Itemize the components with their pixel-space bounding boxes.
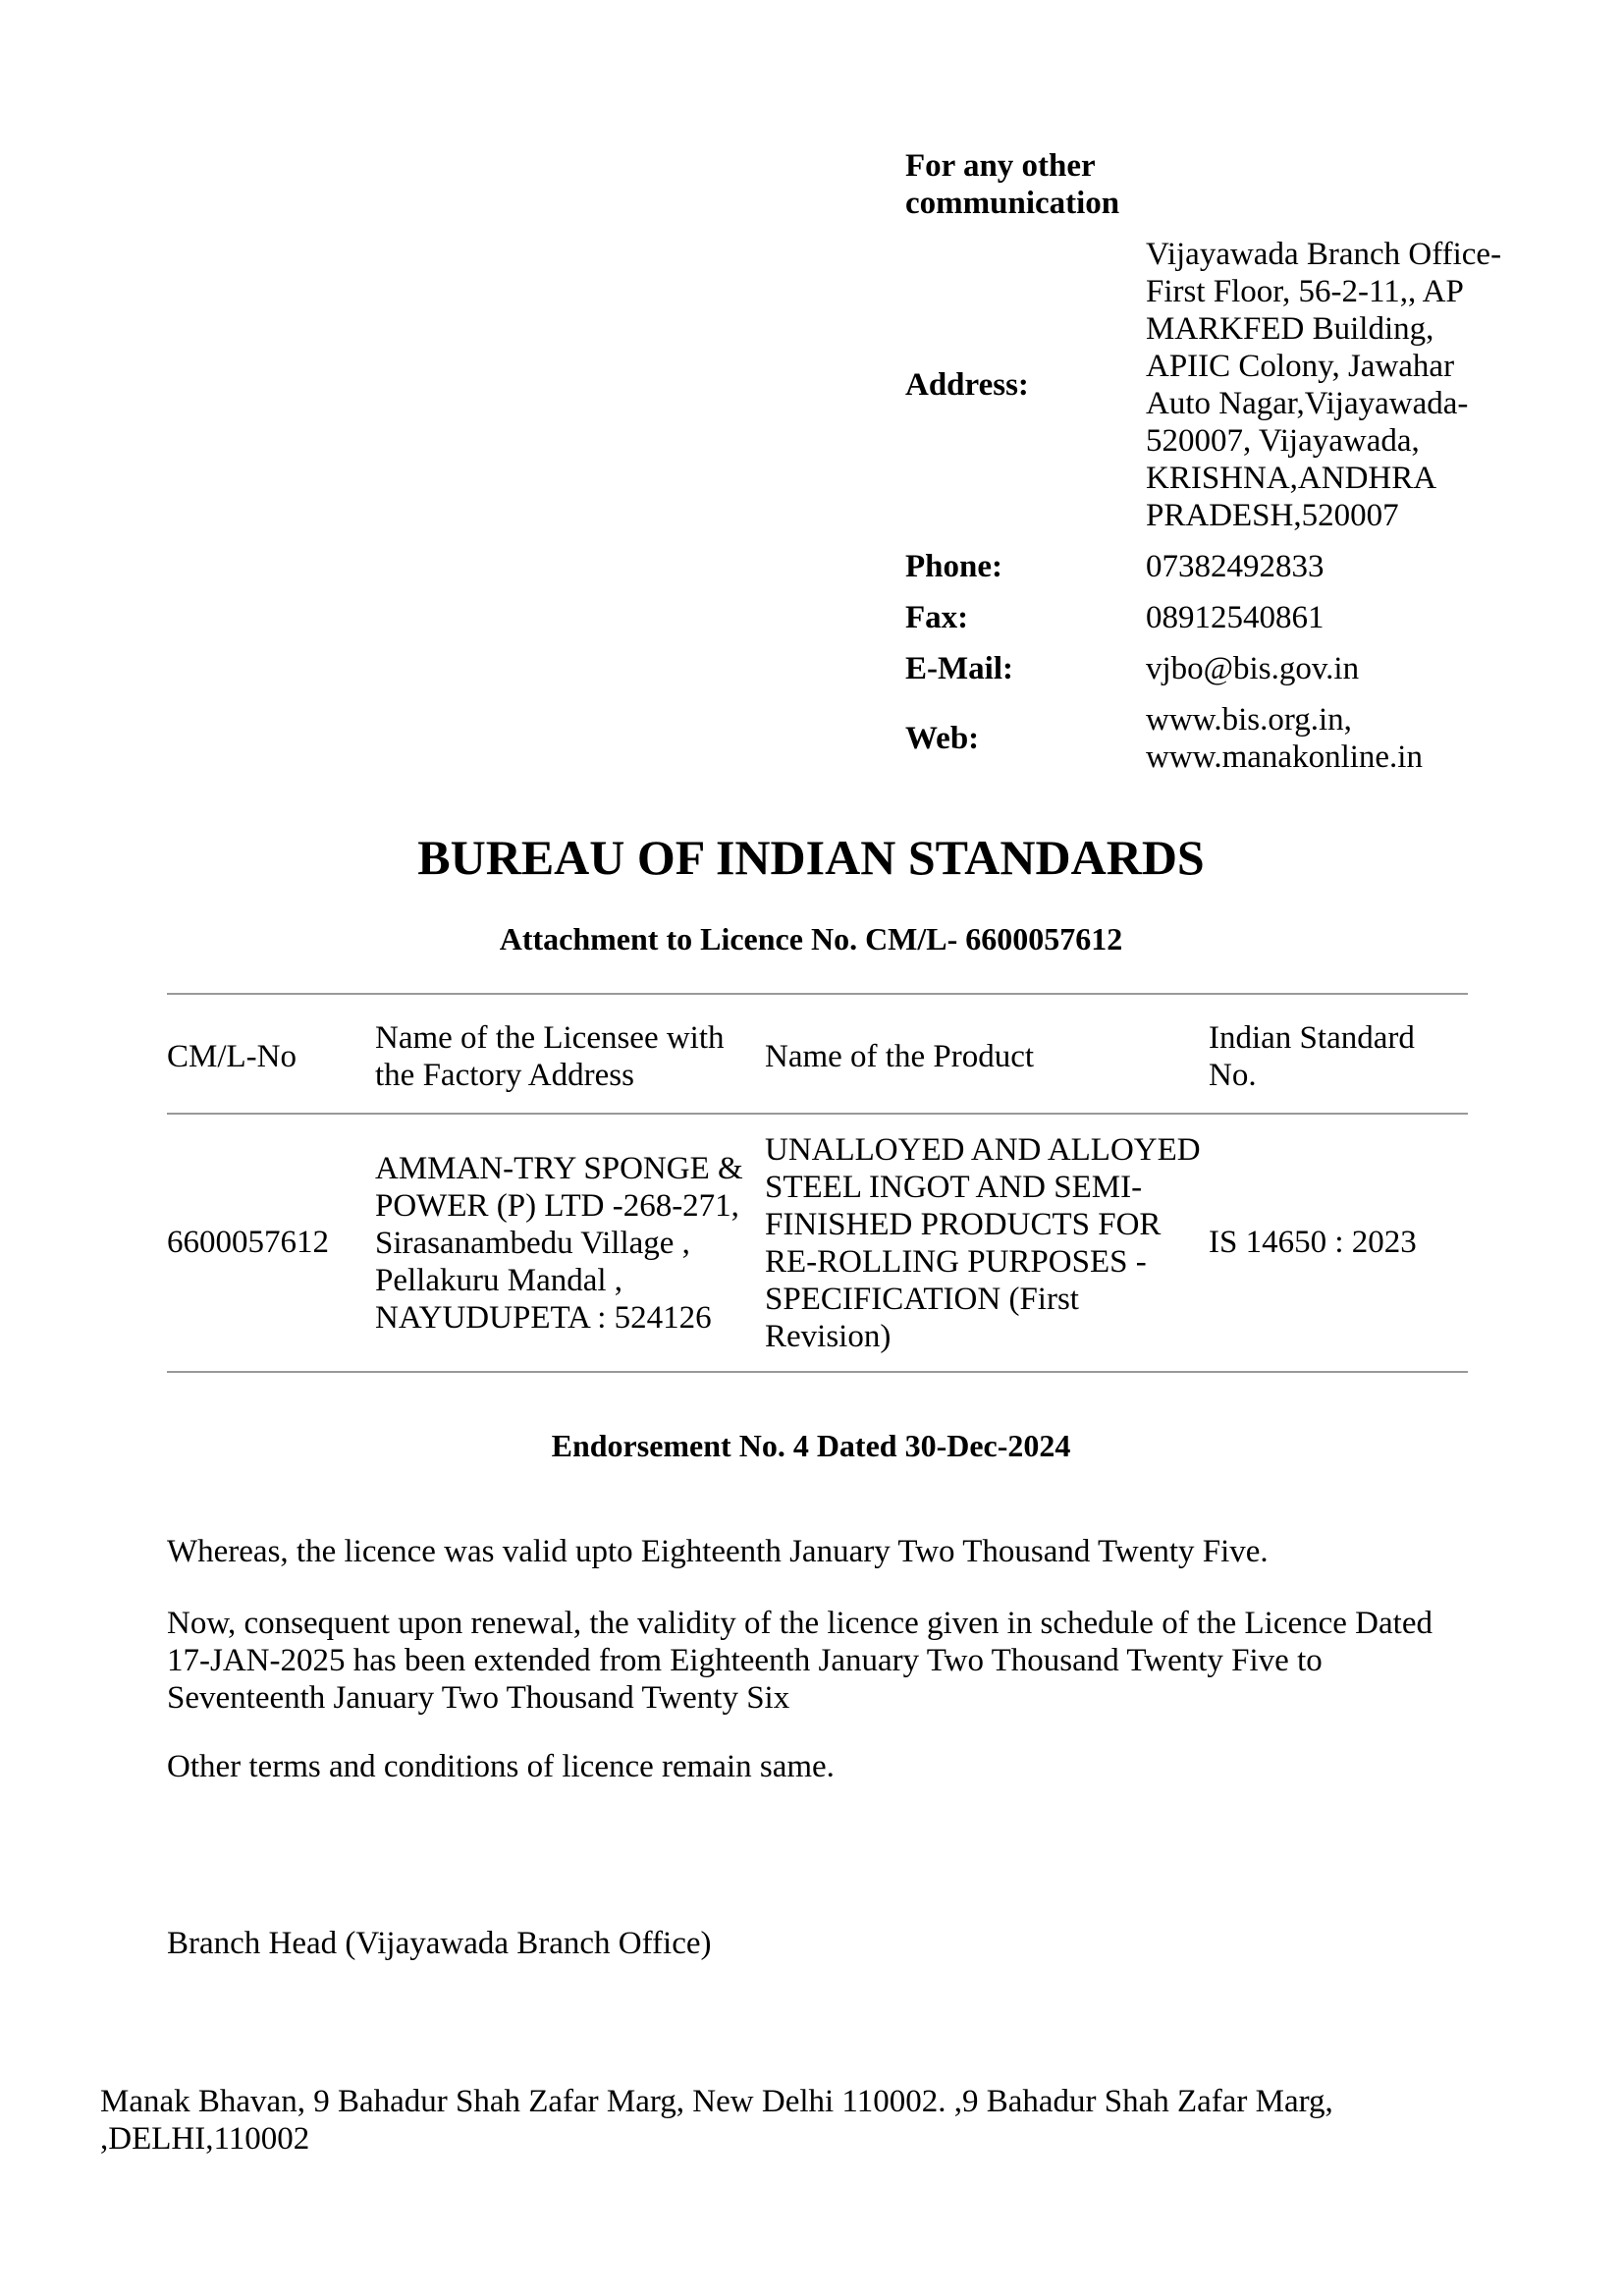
- paragraph-terms: Other terms and conditions of licence remain same.: [167, 1749, 835, 1784]
- phone-row: [905, 548, 1534, 585]
- phone-value: 07382492833: [1146, 549, 1325, 584]
- phone-label: Phone:: [905, 549, 1002, 584]
- paragraph-validity: Whereas, the licence was valid upto Eighteenth January Two Thousand Twenty Five.: [167, 1534, 1269, 1569]
- fax-value: 08912540861: [1146, 600, 1325, 635]
- table-top-rule: [167, 993, 1468, 995]
- cell-product: UNALLOYED AND ALLOYED STEEL INGOT AND SEMI-FINISHED PRODUCTS FOR RE-ROLLING PURPOSES - SPECIFICATION (First Revision): [765, 1132, 1201, 1354]
- address-label: Address:: [905, 367, 1029, 403]
- table-header-rule: [167, 1113, 1468, 1115]
- header-licensee: Name of the Licensee with the Factory Address: [375, 1020, 725, 1093]
- fax-label: Fax:: [905, 600, 969, 635]
- address-row: [905, 236, 1534, 534]
- header-product: Name of the Product: [765, 1039, 1035, 1074]
- web-label: Web:: [905, 721, 980, 756]
- cell-licensee: AMMAN-TRY SPONGE & POWER (P) LTD -268-271, Sirasanambedu Village , Pellakuru Mandal , NAYUDUPETA : 524126: [375, 1151, 743, 1336]
- page-title: BUREAU OF INDIAN STANDARDS: [417, 830, 1205, 885]
- footer-address: Manak Bhavan, 9 Bahadur Shah Zafar Marg, New Delhi 110002. ,9 Bahadur Shah Zafar Marg, ,DELHI,110002: [100, 2084, 1333, 2157]
- paragraph-renewal: Now, consequent upon renewal, the validity of the licence given in schedule of the Licence Dated 17-JAN-2025 has been extended from Eighteenth January Two Thousand Twenty Five to Seventeenth January Two Thousand Twenty Six: [167, 1606, 1433, 1716]
- contact-block: [905, 147, 1534, 776]
- web-row: [905, 701, 1534, 776]
- fax-row: [905, 599, 1534, 636]
- cell-cml-no: 6600057612: [167, 1225, 329, 1260]
- table-bottom-rule: [167, 1371, 1468, 1373]
- address-value: Vijayawada Branch Office-First Floor, 56-2-11,, AP MARKFED Building, APIIC Colony, Jawahar Auto Nagar,Vijayawada-520007, Vijayawada, KRISHNA,ANDHRA PRADESH,520007: [1146, 237, 1502, 533]
- web-value[interactable]: www.bis.org.in, www.manakonline.in: [1146, 702, 1423, 775]
- contact-heading: For any other communication: [905, 148, 1120, 221]
- endorsement-heading: Endorsement No. 4 Dated 30-Dec-2024: [551, 1428, 1071, 1463]
- signature-line: Branch Head (Vijayawada Branch Office): [167, 1926, 712, 1961]
- email-label: E-Mail:: [905, 651, 1013, 686]
- cell-standard-no: IS 14650 : 2023: [1209, 1225, 1417, 1260]
- email-row: [905, 650, 1534, 687]
- licence-subtitle: Attachment to Licence No. CM/L- 6600057612: [499, 921, 1123, 957]
- header-cml-no: CM/L-No: [167, 1039, 297, 1074]
- header-standard-no: Indian Standard No.: [1209, 1020, 1415, 1093]
- email-value[interactable]: vjbo@bis.gov.in: [1146, 651, 1360, 686]
